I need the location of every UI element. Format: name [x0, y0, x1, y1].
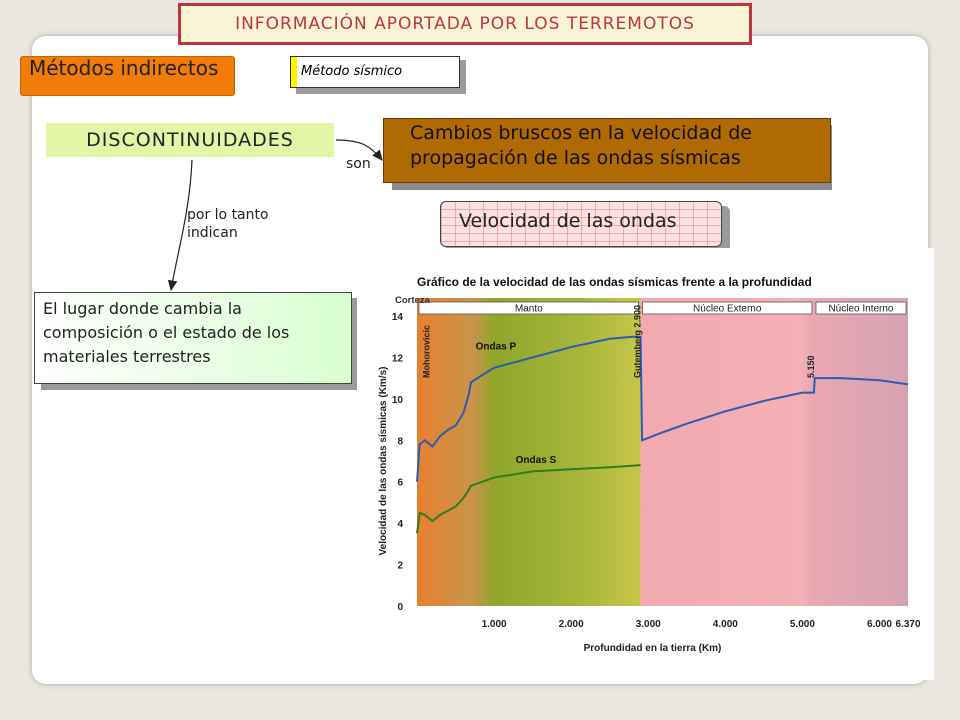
series-label-ondas-s: Ondas S: [515, 455, 557, 467]
x-tick-label: 4.000: [712, 619, 738, 630]
layer-label-0: Manto: [514, 303, 543, 315]
por-lo-tanto-label: [187, 206, 317, 242]
discontinuity-label-2: 5.150: [805, 355, 816, 378]
y-tick-label: 12: [391, 353, 403, 365]
chart-title: Gráfico de la velocidad de las ondas sísmicas frente a la profundidad: [417, 275, 812, 289]
x-tick-label: 1.000: [481, 619, 507, 630]
x-tick-label: 3.000: [635, 619, 661, 630]
layer-label-1: Núcleo Externo: [693, 303, 762, 315]
discontinuity-label-1: Gutemberg 2.900: [632, 304, 643, 378]
y-tick-label: 10: [391, 394, 403, 406]
lugar-cambia-box: El lugar donde cambia la composición o el estado de los materiales terrestres: [34, 292, 352, 384]
x-tick-label: 5.000: [789, 619, 815, 630]
discontinuity-label-0: Mohorovicic: [421, 324, 432, 378]
y-axis-label: Velocidad de las ondas sísmicas (Km/s): [378, 366, 389, 556]
layer-label-2: Núcleo Interno: [828, 303, 894, 315]
series-label-ondas-p: Ondas P: [475, 341, 517, 353]
x-axis-label: Profundidad en la tierra (Km): [583, 643, 722, 654]
velocidad-ondas-box: Velocidad de las ondas: [440, 201, 722, 247]
velocity-chart: [360, 248, 934, 680]
son-connector-label: son: [346, 156, 371, 172]
y-tick-label: 4: [397, 519, 403, 531]
y-tick-label: 2: [397, 560, 403, 572]
x-tick-label: 6.370: [895, 619, 921, 630]
y-tick-label: 0: [397, 602, 403, 613]
y-tick-label: 6: [397, 477, 403, 489]
nucleo-background: [641, 298, 908, 606]
metodo-sismico-box: Método sísmico: [290, 56, 460, 88]
y-tick-label: 8: [397, 436, 403, 448]
por-lo-tanto-text: por lo tanto indican: [187, 207, 269, 241]
manto-background: [417, 298, 641, 606]
x-tick-label: 2.000: [558, 619, 584, 630]
discontinuidades-box: DISCONTINUIDADES: [46, 123, 334, 157]
cambios-bruscos-box: Cambios bruscos en la velocidad de propagación de las ondas sísmicas: [383, 118, 831, 183]
y-tick-label: 14: [391, 312, 403, 323]
layer-label-corteza: Corteza: [395, 295, 430, 306]
velocity-chart-container: [360, 248, 934, 680]
page-title: INFORMACIÓN APORTADA POR LOS TERREMOTOS: [178, 3, 752, 45]
metodos-indirectos-box: Métodos indirectos: [20, 56, 235, 96]
x-tick-label: 6.000: [866, 619, 892, 630]
